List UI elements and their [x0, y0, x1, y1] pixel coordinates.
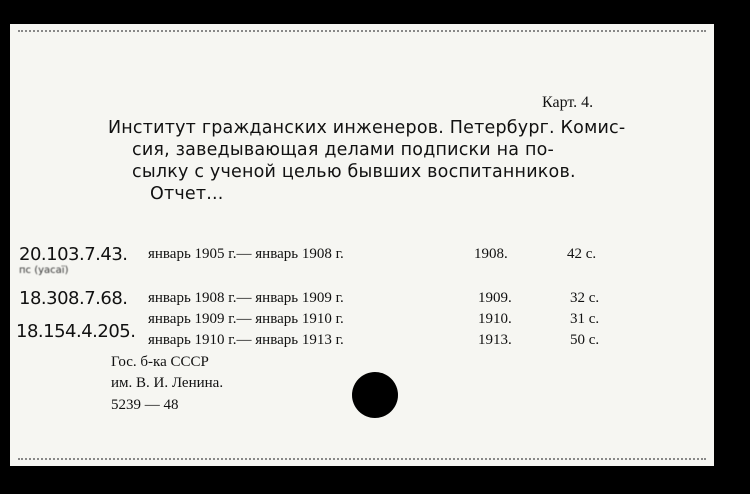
title-line-4: Отчет... — [150, 184, 224, 204]
library-name: Гос. б-ка СССР — [111, 354, 209, 370]
catalog-card — [10, 24, 714, 466]
period-4: январь 1910 г.— январь 1913 г. — [148, 332, 344, 348]
year-3: 1910. — [478, 311, 512, 327]
bottom-dotted-border — [18, 458, 706, 460]
shelfmark-2: 18.308.7.68. — [19, 288, 128, 309]
period-2: январь 1908 г.— январь 1909 г. — [148, 290, 344, 306]
card-number: Карт. 4. — [542, 94, 594, 111]
pages-1: 42 с. — [567, 246, 597, 262]
title-line-3: сылку с ученой целью бывших воспитанников. — [132, 162, 576, 182]
shelfmark-4: 18.154.4.205. — [16, 321, 136, 342]
year-4: 1913. — [478, 332, 512, 348]
card-code: 5239 — 48 — [111, 397, 179, 413]
top-dotted-border — [18, 30, 706, 32]
year-2: 1909. — [478, 290, 512, 306]
title-line-1: Институт гражданских инженеров. Петербург. Комис- — [108, 118, 626, 138]
shelfmark-1: 20.103.7.43. — [19, 244, 128, 265]
pages-3: 31 с. — [570, 311, 600, 327]
pages-4: 50 с. — [570, 332, 600, 348]
punch-hole — [352, 372, 398, 418]
stamp-text: пс (уасаї) — [19, 265, 69, 276]
pages-2: 32 с. — [570, 290, 600, 306]
period-1: январь 1905 г.— январь 1908 г. — [148, 246, 344, 262]
year-1: 1908. — [474, 246, 508, 262]
library-name-line2: им. В. И. Ленина. — [111, 375, 224, 391]
period-3: январь 1909 г.— январь 1910 г. — [148, 311, 344, 327]
title-line-2: сия, заведывающая делами подписки на по- — [132, 140, 555, 160]
